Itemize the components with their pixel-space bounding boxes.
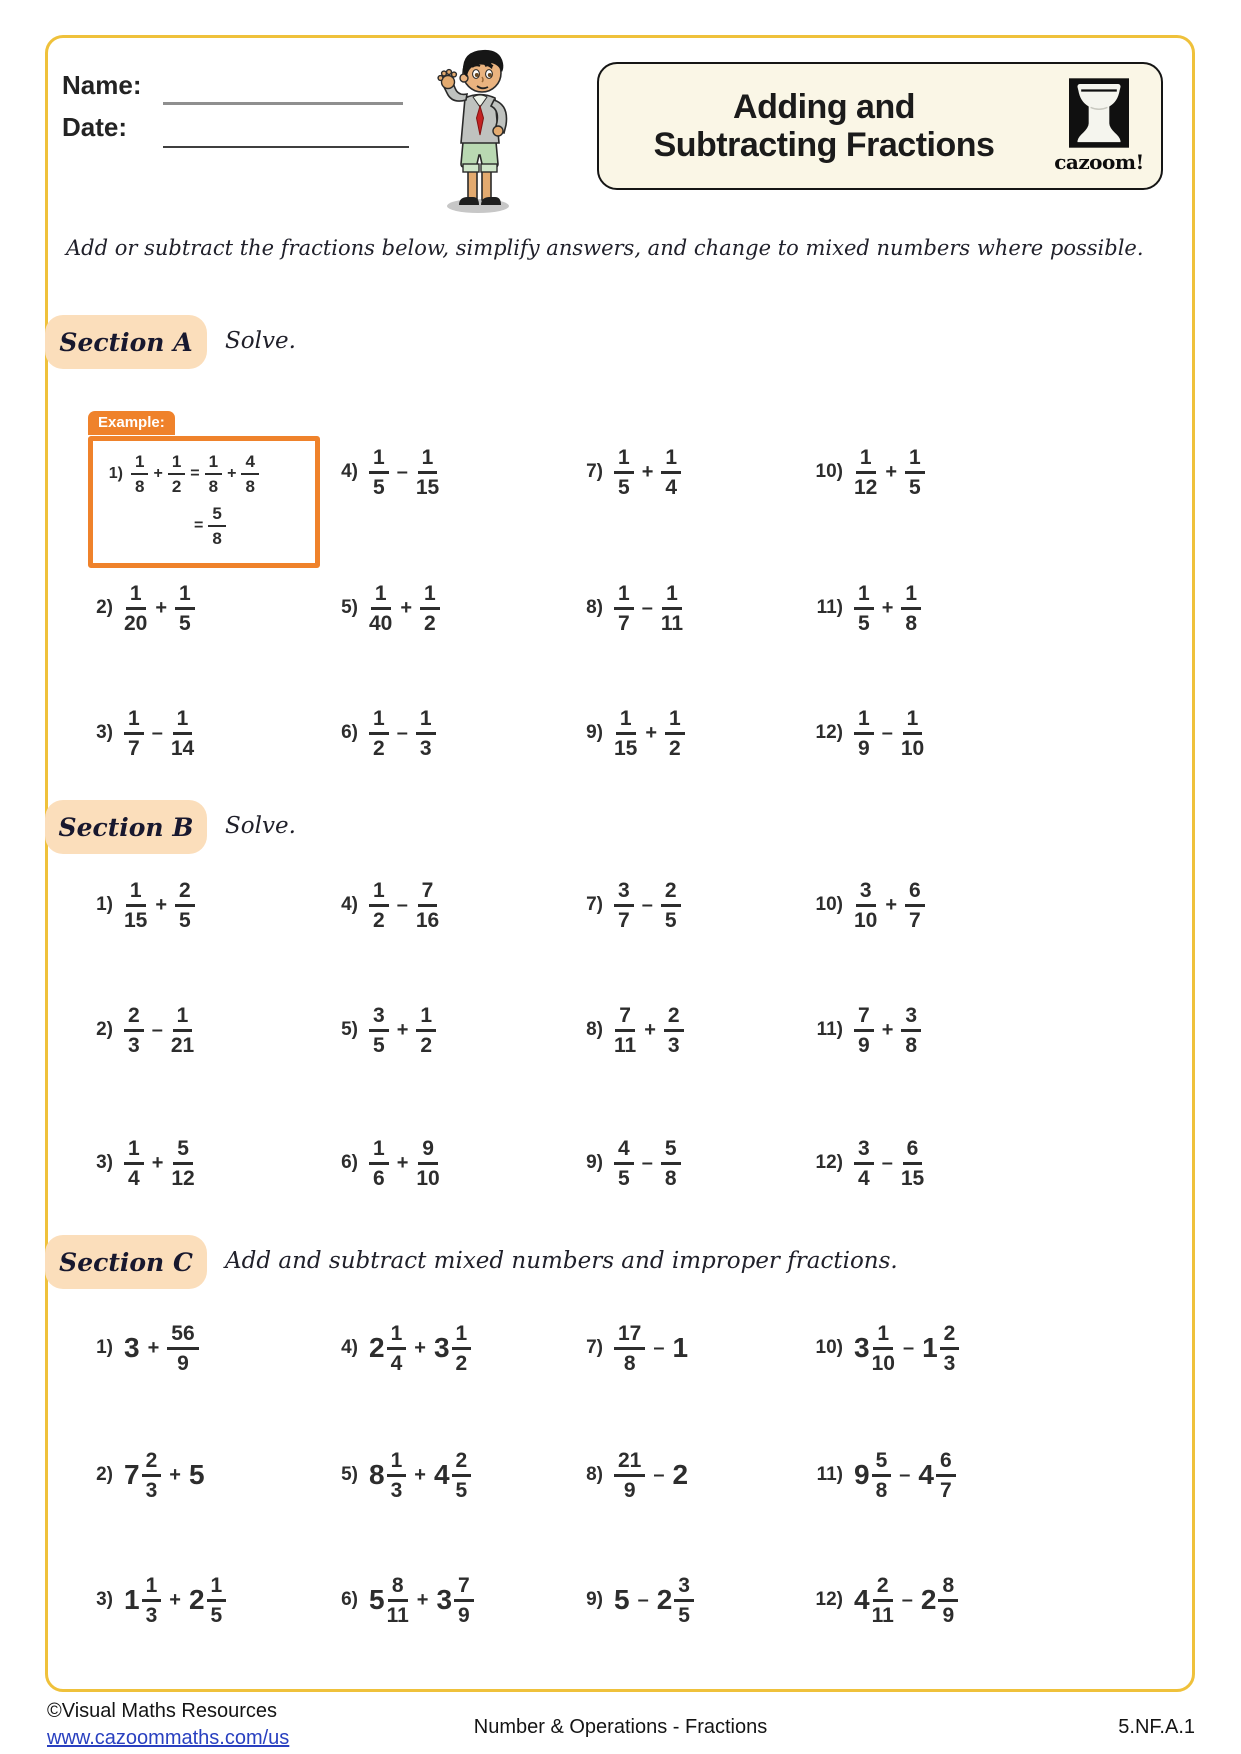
problem-number: 3) [96,1152,113,1173]
problem-number: 10) [815,894,843,915]
fraction: $\frac{7}{11}$ [614,1003,637,1057]
fraction: $\frac{1}{8}$ [901,583,921,634]
problem-expression [614,1450,688,1501]
instructions: Add or subtract the fractions below, simplify answers, and change to mixed numbers where possible. [66,236,1144,260]
cazoom-logo [1049,78,1149,174]
problem-expression [124,880,195,931]
problem-expression [614,708,685,759]
problem-expression [369,1323,471,1374]
problem-expression [854,708,924,759]
operator: + [153,465,163,482]
problem-number: 6) [341,1589,358,1610]
problem-number: 7) [586,1337,603,1358]
operator: = [194,517,204,534]
problem [85,965,330,1095]
mixed-number: 4 $\frac{6}{7}$ [918,1450,955,1501]
fraction: $\frac{1}{5}$ [854,583,874,634]
fraction: $\frac{1}{8}$ [205,453,222,495]
fraction: $\frac{6}{7}$ [905,880,925,931]
fraction: $\frac{3}{5}$ [369,1005,389,1056]
fraction: $\frac{1}{5}$ [614,447,634,498]
problem-number: 11) [816,1464,843,1485]
footer-topic: Number & Operations - Fractions [473,1716,768,1738]
problem [330,380,575,564]
whole-number: 5 [614,1584,630,1615]
problem-expression [369,1138,440,1189]
operator: – [641,596,653,619]
mixed-number: 4 $\frac{2}{5}$ [434,1450,471,1501]
operator: + [169,1588,181,1611]
problem-number: 5) [341,1464,358,1485]
problem-expression [614,583,683,634]
fraction: $\frac{1}{5}$ [175,583,195,634]
problem-number: 12) [815,722,843,743]
problem-number: 11) [816,1019,843,1040]
operator: – [899,1463,911,1486]
problem-number: 1) [96,1337,113,1358]
problem [330,1544,575,1656]
problem-number: 8) [586,1019,603,1040]
title-line-2: Subtracting Fractions [653,126,995,164]
fraction: $\frac{2}{3}$ [664,1005,684,1056]
problem [330,845,575,965]
fraction: $\frac{1}{9}$ [854,708,874,759]
worksheet-title [605,88,1043,164]
mixed-number: 1 $\frac{2}{3}$ [922,1323,959,1374]
section-a-problems [85,380,1095,814]
fraction: $\frac{3}{8}$ [901,1005,921,1056]
mixed-number: 1 $\frac{1}{3}$ [124,1575,161,1626]
section-b-problems [85,845,1095,1231]
operator: + [147,1336,160,1359]
problem-number: 7) [586,461,603,482]
problem [330,1406,575,1544]
section-c-instruction: Add and subtract mixed numbers and improper fractions. [225,1248,898,1274]
problem-expression [854,1005,921,1056]
problem [330,652,575,814]
fraction: $\frac{1}{21}$ [170,1003,195,1057]
problem-expression [124,1575,226,1626]
fraction: $\frac{1}{6}$ [369,1138,389,1189]
footer-website-link[interactable]: www.cazoommaths.com/us [47,1727,290,1749]
problem-expression [614,880,681,931]
fraction: $\frac{1}{11}$ [660,581,684,635]
problem-expression [854,880,925,931]
operator: = [190,465,200,482]
fraction: $\frac{4}{8}$ [241,453,258,495]
mixed-number: 2 $\frac{8}{9}$ [921,1575,958,1626]
footer-standard-code: 5.NF.A.1 [1118,1716,1195,1738]
operator: – [881,721,893,744]
whole-number: 2 [672,1459,689,1490]
fraction: $\frac{7}{9}$ [854,1005,874,1056]
problem-number: 2) [96,1464,113,1485]
fraction: $\frac{1}{14}$ [170,706,195,760]
fraction: $\frac{1}{2}$ [416,1005,436,1056]
operator: + [644,1018,656,1041]
problem [815,965,1095,1095]
fraction: $\frac{1}{15}$ [614,706,638,760]
problem [330,965,575,1095]
problem-number: 5) [341,1019,358,1040]
problem [85,652,330,814]
problem-number: 12) [815,1589,843,1610]
fraction: $\frac{8}{9}$ [938,1575,958,1626]
section-c-header: Section C [45,1235,207,1289]
problem-expression [614,1575,694,1626]
problem-expression [854,1138,924,1189]
fraction: $\frac{6}{7}$ [936,1450,956,1501]
problem-expression [369,708,436,759]
drum-icon [1069,78,1129,148]
section-b-instruction: Solve. [225,813,296,839]
fraction: $\frac{21}{9}$ [614,1450,645,1501]
problem-expression [614,1323,688,1374]
fraction: $\frac{1}{10}$ [871,1321,895,1375]
fraction: $\frac{1}{40}$ [369,581,393,635]
operator: – [881,1151,893,1174]
problem-expression [369,880,439,931]
problem-number: 1) [108,465,123,482]
example-tab: Example: [88,411,175,435]
problem-number: 3) [96,1589,113,1610]
fraction: $\frac{1}{2}$ [420,583,440,634]
problem-expression [614,1005,684,1056]
problem-expression [369,1575,474,1626]
problem-expression [854,1450,956,1501]
problem-expression [854,1323,959,1374]
problem [575,380,815,564]
problem-number: 10) [815,461,843,482]
fraction: $\frac{5}{8}$ [661,1138,681,1189]
fraction: $\frac{7}{9}$ [454,1575,474,1626]
fraction: $\frac{1}{5}$ [207,1575,227,1626]
mixed-number: 3 $\frac{1}{10}$ [854,1321,895,1375]
fraction: $\frac{1}{20}$ [124,581,148,635]
problem-number: 11) [816,597,843,618]
problem-number: 4) [341,461,358,482]
whole-number: 5 [188,1459,205,1490]
operator: + [151,1151,164,1174]
operator: – [902,1336,915,1359]
fraction: $\frac{2}{3}$ [142,1450,162,1501]
problem [85,845,330,965]
operator: – [396,893,408,916]
problem [85,564,330,652]
problem [85,1095,330,1231]
problem-number: 12) [815,1152,843,1173]
problem [815,845,1095,965]
problem [85,1544,330,1656]
problem [575,564,815,652]
title-line-1: Adding and [733,87,915,126]
problem [575,652,815,814]
operator: + [396,1018,409,1041]
problem-number: 4) [341,894,358,915]
operator: + [881,596,894,619]
problem-expression [124,1005,194,1056]
operator: + [396,1151,409,1174]
fraction: $\frac{1}{5}$ [369,447,389,498]
fraction: $\frac{2}{5}$ [452,1450,472,1501]
problem-number: 6) [341,722,358,743]
mixed-number: 2 $\frac{1}{4}$ [369,1323,406,1374]
problem [815,652,1095,814]
fraction: $\frac{1}{2}$ [665,708,685,759]
fraction: $\frac{1}{2}$ [168,453,185,495]
operator: – [653,1463,665,1486]
mixed-number: 2 $\frac{1}{5}$ [189,1575,226,1626]
problem [815,564,1095,652]
date-label: Date: [62,112,128,142]
problem [330,564,575,652]
fraction: $\frac{1}{8}$ [131,453,148,495]
fraction: $\frac{7}{16}$ [415,878,440,932]
fraction: $\frac{1}{3}$ [142,1575,162,1626]
operator: – [637,1588,649,1611]
fraction: $\frac{4}{5}$ [614,1138,634,1189]
fraction: $\frac{5}{8}$ [208,505,225,547]
problem-expression [614,447,681,498]
operator: + [400,596,413,619]
problem-number: 8) [586,1464,603,1485]
problem [575,1544,815,1656]
fraction: $\frac{2}{11}$ [871,1573,894,1627]
operator: – [641,1151,653,1174]
fraction: $\frac{1}{2}$ [369,708,389,759]
name-input-line[interactable] [163,76,403,105]
problem-number: 9) [586,1152,603,1173]
problem [575,1290,815,1406]
fraction: $\frac{1}{15}$ [124,878,148,932]
fraction: $\frac{8}{11}$ [386,1573,409,1627]
problem-number: 5) [341,597,358,618]
fraction: $\frac{1}{3}$ [416,708,436,759]
problem-number: 2) [96,1019,113,1040]
fraction: $\frac{1}{4}$ [387,1323,407,1374]
problem [815,1290,1095,1406]
operator: + [881,1018,894,1041]
fraction: $\frac{1}{4}$ [124,1138,144,1189]
fraction: $\frac{6}{15}$ [900,1136,925,1190]
problem-expression [124,708,194,759]
fraction: $\frac{2}{5}$ [661,880,681,931]
section-c-problems [85,1290,1095,1656]
operator: – [641,893,653,916]
operator: – [653,1336,665,1359]
operator: + [155,893,168,916]
fraction: $\frac{1}{12}$ [854,445,878,499]
problem-number: 1) [96,894,113,915]
fraction: $\frac{17}{8}$ [614,1323,645,1374]
fraction: $\frac{1}{4}$ [661,447,681,498]
problem-number: 7) [586,894,603,915]
fraction: $\frac{2}{5}$ [175,880,195,931]
fraction: $\frac{56}{9}$ [167,1323,198,1374]
problem [330,1095,575,1231]
footer-copyright: ©Visual Maths Resources [47,1700,278,1722]
problem-number: 9) [586,1589,603,1610]
problem-number: 3) [96,722,113,743]
problem-expression [854,447,925,498]
mixed-number: 3 $\frac{7}{9}$ [436,1575,473,1626]
operator: + [885,460,898,483]
problem-expression [369,447,439,498]
problem-expression [369,1005,436,1056]
title-box [597,62,1163,190]
section-a-instruction: Solve. [225,328,296,354]
mixed-number: 3 $\frac{1}{2}$ [434,1323,471,1374]
problem-expression [369,583,440,634]
fraction: $\frac{3}{4}$ [854,1138,874,1189]
fraction: $\frac{3}{5}$ [674,1575,694,1626]
fraction: $\frac{5}{8}$ [872,1450,892,1501]
problem [815,1095,1095,1231]
mixed-number: 7 $\frac{2}{3}$ [124,1450,161,1501]
problem-number: 8) [586,597,603,618]
problem [575,965,815,1095]
problem [330,1290,575,1406]
operator: – [396,721,408,744]
logo-text: cazoom! [1054,150,1144,174]
operator: + [885,893,898,916]
problem-number: 2) [96,597,113,618]
mixed-number: 2 $\frac{3}{5}$ [657,1575,694,1626]
fraction: $\frac{1}{10}$ [900,706,925,760]
problem-expression [124,1138,195,1189]
fraction: $\frac{1}{5}$ [905,447,925,498]
problem [575,1406,815,1544]
problem-expression [854,583,921,634]
fraction: $\frac{1}{2}$ [452,1323,472,1374]
operator: – [151,721,163,744]
fraction: $\frac{2}{3}$ [124,1005,144,1056]
problem-number: 4) [341,1337,358,1358]
problem [575,845,815,965]
problem-number: 10) [815,1337,843,1358]
problem [85,1290,330,1406]
mixed-number: 4 $\frac{2}{11}$ [854,1573,894,1627]
problem-expression [854,1575,958,1626]
problem [575,1095,815,1231]
date-input-line[interactable] [163,120,409,148]
operator: + [169,1463,181,1486]
operator: + [414,1336,426,1359]
problem [815,380,1095,564]
name-label: Name: [62,70,142,100]
operator: – [151,1018,163,1041]
operator: – [901,1588,913,1611]
fraction: $\frac{1}{7}$ [614,583,634,634]
operator: + [416,1588,429,1611]
mixed-number: 5 $\frac{8}{11}$ [369,1573,409,1627]
whole-number: 1 [672,1332,689,1363]
fraction: $\frac{1}{7}$ [124,708,144,759]
section-a-header: Section A [45,315,207,369]
problem-expression [124,583,195,634]
whole-number: 3 [124,1332,140,1363]
fraction: $\frac{3}{10}$ [854,878,878,932]
problem-expression [614,1138,681,1189]
operator: + [155,596,168,619]
problem-expression [369,1450,471,1501]
operator: + [227,465,237,482]
fraction: $\frac{2}{3}$ [940,1323,960,1374]
problem [85,1406,330,1544]
operator: – [396,460,408,483]
section-b-header: Section B [45,800,207,854]
fraction: $\frac{3}{7}$ [614,880,634,931]
fraction: $\frac{1}{3}$ [387,1450,407,1501]
problem-expression [124,1450,205,1501]
fraction: $\frac{9}{10}$ [416,1136,440,1190]
problem [815,1406,1095,1544]
fraction: $\frac{1}{2}$ [369,880,389,931]
mixed-number: 8 $\frac{1}{3}$ [369,1450,406,1501]
problem-number: 6) [341,1152,358,1173]
operator: + [645,721,658,744]
boy-illustration [428,36,525,216]
operator: + [641,460,654,483]
fraction: $\frac{1}{15}$ [415,445,440,499]
mixed-number: 9 $\frac{5}{8}$ [854,1450,891,1501]
fraction: $\frac{5}{12}$ [171,1136,195,1190]
problem [815,1544,1095,1656]
operator: + [414,1463,426,1486]
problem-number: 9) [586,722,603,743]
problem-expression [124,1323,199,1374]
